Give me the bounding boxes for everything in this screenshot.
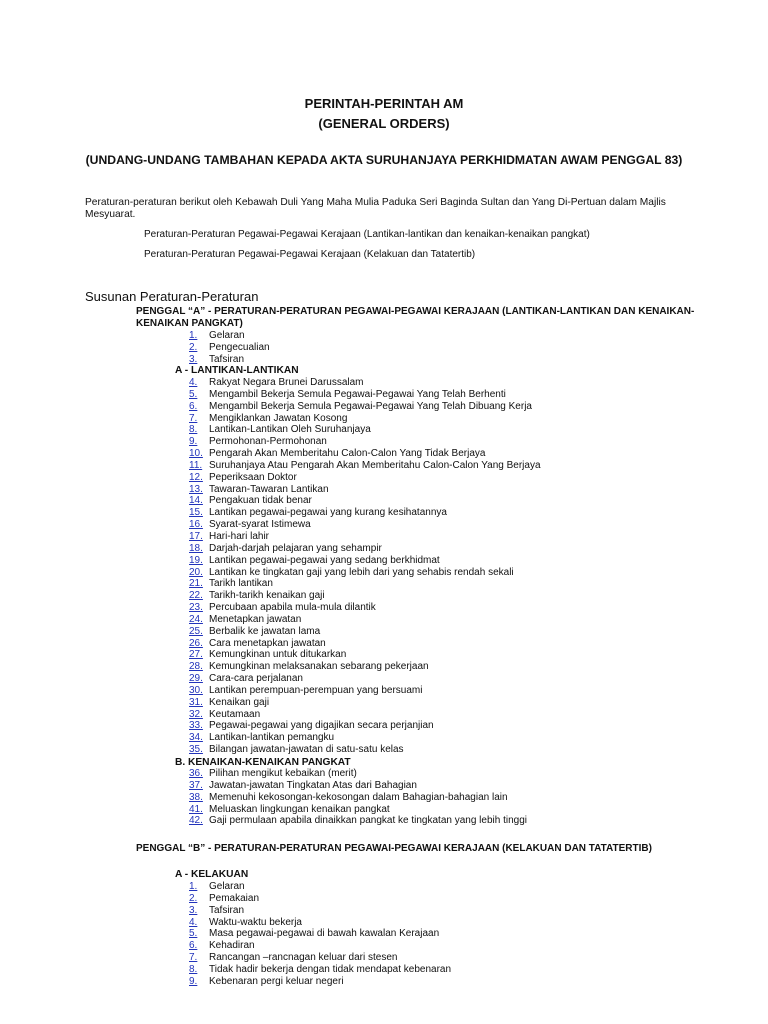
toc-item-title: Menetapkan jawatan: [209, 613, 302, 625]
toc-item-link[interactable]: 37.: [189, 779, 203, 791]
regulation-line-1: Peraturan-Peraturan Pegawai-Pegawai Kerajaan (Lantikan-lantikan dan kenaikan-kenaikan pangkat): [144, 229, 590, 240]
toc-item: [189, 567, 541, 579]
toc-item: [189, 484, 541, 496]
toc-item-title: Gelaran: [209, 330, 245, 341]
toc-item-title: Mengambil Bekerja Semula Pegawai-Pegawai Yang Telah Berhenti: [209, 388, 506, 400]
toc-item-link[interactable]: 5.: [189, 928, 198, 940]
penggal-b-heading: PENGGAL “B” - PERATURAN-PERATURAN PEGAWAI-PEGAWAI KERAJAAN (KELAKUAN DAN TATATERTIB): [136, 843, 652, 854]
toc-item-link[interactable]: 11.: [189, 459, 203, 471]
toc-item: [189, 881, 451, 893]
toc-item-link[interactable]: 9.: [189, 436, 198, 448]
toc-item: [189, 952, 451, 964]
toc-item-link[interactable]: 36.: [189, 768, 203, 779]
intro-paragraph: Peraturan-peraturan berikut oleh Kebawah Duli Yang Maha Mulia Paduka Seri Baginda Sultan dan Yang Di-Pertuan dalam Majlis Mesyuarat.: [85, 197, 666, 220]
toc-item-link[interactable]: 22.: [189, 590, 203, 602]
toc-item-link[interactable]: 10.: [189, 448, 203, 460]
toc-item-title: Jawatan-jawatan Tingkatan Atas dari Bahagian: [209, 779, 417, 791]
toc-item: [189, 893, 451, 905]
toc-item-title: Kebenaran pergi keluar negeri: [209, 975, 344, 987]
toc-item-link[interactable]: 31.: [189, 696, 203, 708]
toc-item-link[interactable]: 5.: [189, 388, 198, 400]
toc-item-title: Lantikan-lantikan pemangku: [209, 732, 335, 744]
toc-item-link[interactable]: 33.: [189, 720, 203, 732]
toc-item-title: Memenuhi kekosongan-kekosongan dalam Bahagian-bahagian lain: [209, 791, 508, 803]
toc-item-title: Meluaskan lingkungan kenaikan pangkat: [209, 803, 390, 815]
toc-item: [189, 602, 541, 614]
toc-item-title: Tafsiran: [209, 353, 245, 365]
section-a-lantikan-heading: A - LANTIKAN-LANTIKAN: [175, 365, 299, 376]
toc-item: [189, 661, 541, 673]
toc-item-title: Lantikan perempuan-perempuan yang bersuami: [209, 684, 423, 696]
toc-item-title: Gelaran: [209, 881, 245, 892]
toc-item-link[interactable]: 19.: [189, 554, 203, 566]
toc-item-title: Waktu-waktu bekerja: [209, 916, 302, 928]
toc-item: [189, 614, 541, 626]
toc-item-link[interactable]: 4.: [189, 377, 198, 388]
toc-item-link[interactable]: 20.: [189, 566, 203, 578]
toc-item-title: Darjah-darjah pelajaran yang sehampir: [209, 542, 382, 554]
toc-item-title: Tarikh-tarikh kenaikan gaji: [209, 590, 325, 602]
toc-item: [189, 590, 541, 602]
toc-item: [189, 792, 527, 804]
toc-item-link[interactable]: 21.: [189, 578, 203, 590]
toc-item-link[interactable]: 38.: [189, 791, 203, 803]
toc-item: [189, 732, 541, 744]
toc-item: [189, 413, 541, 425]
toc-item-link[interactable]: 6.: [189, 400, 198, 412]
toc-item-link[interactable]: 24.: [189, 613, 203, 625]
toc-item-title: Lantikan pegawai-pegawai yang kurang kesihatannya: [209, 507, 447, 519]
toc-item: [189, 495, 541, 507]
toc-item-link[interactable]: 26.: [189, 637, 203, 649]
toc-item-title: Tafsiran: [209, 904, 245, 916]
toc-item-title: Suruhanjaya Atau Pengarah Akan Memberitahu Calon-Calon Yang Berjaya: [209, 459, 541, 471]
toc-item-title: Cara-cara perjalanan: [209, 673, 303, 685]
toc-item-link[interactable]: 14.: [189, 495, 203, 507]
toc-item-title: Rancangan –rancnagan keluar dari stesen: [209, 952, 398, 964]
toc-item: [189, 436, 541, 448]
kelakuan-list: [189, 881, 451, 988]
toc-item-title: Syarat-syarat Istimewa: [209, 519, 311, 531]
doc-act-reference: (UNDANG-UNDANG TAMBAHAN KEPADA AKTA SURUHANJAYA PERKHIDMATAN AWAM PENGGAL 83): [85, 153, 683, 167]
toc-item: [189, 531, 541, 543]
toc-item-title: Masa pegawai-pegawai di bawah kawalan Kerajaan: [209, 928, 440, 940]
toc-item-title: Keutamaan: [209, 708, 261, 720]
toc-item-link[interactable]: 8.: [189, 424, 198, 436]
toc-item: [189, 342, 270, 354]
toc-item: [189, 964, 451, 976]
toc-item: [189, 448, 541, 460]
penggal-a-heading: PENGGAL “A” - PERATURAN-PERATURAN PEGAWAI-PEGAWAI KERAJAAN (LANTIKAN-LANTIKAN DAN KENAIKAN-KENAIKAN PANGKAT): [136, 306, 695, 329]
toc-item-title: Hari-hari lahir: [209, 530, 270, 542]
toc-item-link[interactable]: 27.: [189, 649, 203, 661]
toc-item: [189, 649, 541, 661]
section-a-kelakuan-heading: A - KELAKUAN: [175, 869, 249, 880]
toc-item: [189, 519, 541, 531]
section-heading-susunan: Susunan Peraturan-Peraturan: [85, 289, 259, 304]
toc-item: [189, 377, 541, 389]
toc-item-link[interactable]: 3.: [189, 353, 198, 365]
toc-item: [189, 555, 541, 567]
doc-subtitle: (GENERAL ORDERS): [318, 116, 450, 131]
toc-item-title: Peperiksaan Doktor: [209, 471, 297, 483]
toc-item-title: Tidak hadir bekerja dengan tidak mendapat kebenaran: [209, 963, 452, 975]
toc-item-title: Cara menetapkan jawatan: [209, 637, 326, 649]
toc-item-link[interactable]: 3.: [189, 904, 198, 916]
toc-item: [189, 976, 451, 988]
toc-item: [189, 578, 541, 590]
toc-item: [189, 460, 541, 472]
toc-item: [189, 638, 541, 650]
toc-item: [189, 940, 451, 952]
toc-item-title: Lantikan pegawai-pegawai yang sedang berkhidmat: [209, 554, 440, 566]
toc-item-link[interactable]: 2.: [189, 341, 198, 353]
toc-item: [189, 928, 451, 940]
toc-item-title: Rakyat Negara Brunei Darussalam: [209, 377, 364, 388]
toc-item-link[interactable]: 1.: [189, 330, 198, 341]
toc-item-link[interactable]: 7.: [189, 952, 198, 964]
toc-item-title: Kenaikan gaji: [209, 696, 270, 708]
toc-item: [189, 744, 541, 756]
toc-item: [189, 768, 527, 780]
toc-item: [189, 673, 541, 685]
toc-item: [189, 401, 541, 413]
toc-item-link[interactable]: 16.: [189, 519, 203, 531]
toc-item-title: Berbalik ke jawatan lama: [209, 625, 321, 637]
toc-item-title: Bilangan jawatan-jawatan di satu-satu kelas: [209, 744, 404, 756]
toc-item: [189, 354, 270, 366]
toc-item: [189, 472, 541, 484]
toc-item: [189, 389, 541, 401]
toc-item-title: Tarikh lantikan: [209, 578, 273, 590]
lantikan-list: [189, 377, 541, 756]
toc-item-link[interactable]: 23.: [189, 602, 203, 614]
toc-item-title: Mengambil Bekerja Semula Pegawai-Pegawai Yang Telah Dibuang Kerja: [209, 400, 532, 412]
toc-item: [189, 780, 527, 792]
toc-item-title: Kehadiran: [209, 940, 255, 952]
toc-item: [189, 815, 527, 827]
toc-item-link[interactable]: 28.: [189, 661, 203, 673]
toc-item-link[interactable]: 25.: [189, 625, 203, 637]
toc-item: [189, 697, 541, 709]
toc-item: [189, 685, 541, 697]
toc-item-link[interactable]: 30.: [189, 684, 203, 696]
toc-item-title: Lantikan-Lantikan Oleh Suruhanjaya: [209, 424, 371, 436]
section-b-kenaikan-heading: B. KENAIKAN-KENAIKAN PANGKAT: [175, 757, 351, 768]
kenaikan-list: [189, 768, 527, 827]
toc-item-title: Gaji permulaan apabila dinaikkan pangkat ke tingkatan yang lebih tinggi: [209, 815, 527, 827]
doc-title: PERINTAH-PERINTAH AM: [304, 96, 464, 111]
toc-item-title: Pengecualian: [209, 341, 270, 353]
toc-item: [189, 626, 541, 638]
toc-item-link[interactable]: 34.: [189, 732, 203, 744]
toc-item-title: Tawaran-Tawaran Lantikan: [209, 483, 329, 495]
toc-item-link[interactable]: 6.: [189, 940, 198, 952]
toc-item-link[interactable]: 18.: [189, 542, 203, 554]
toc-item-link[interactable]: 29.: [189, 673, 203, 685]
toc-item-title: Mengiklankan Jawatan Kosong: [209, 412, 348, 424]
toc-item-link[interactable]: 2.: [189, 892, 198, 904]
toc-item-title: Pengarah Akan Memberitahu Calon-Calon Yang Tidak Berjaya: [209, 448, 486, 460]
toc-item: [189, 720, 541, 732]
toc-item-link[interactable]: 4.: [189, 916, 198, 928]
toc-item-link[interactable]: 35.: [189, 744, 203, 756]
toc-item-title: Pengakuan tidak benar: [209, 495, 312, 507]
penggal-a-intro-list: [189, 330, 270, 366]
toc-item: [189, 905, 451, 917]
toc-item-title: Pegawai-pegawai yang digajikan secara perjanjian: [209, 720, 434, 732]
toc-item: [189, 507, 541, 519]
toc-item-title: Permohonan-Permohonan: [209, 436, 327, 448]
toc-item-link[interactable]: 15.: [189, 507, 203, 519]
toc-item-title: Kemungkinan melaksanakan sebarang pekerjaan: [209, 661, 429, 673]
toc-item-link[interactable]: 32.: [189, 708, 203, 720]
toc-item: [189, 709, 541, 721]
regulation-line-2: Peraturan-Peraturan Pegawai-Pegawai Kerajaan (Kelakuan dan Tatatertib): [144, 249, 476, 260]
toc-item: [189, 330, 270, 342]
toc-item-title: Lantikan ke tingkatan gaji yang lebih dari yang sehabis rendah sekali: [209, 566, 514, 578]
toc-item-link[interactable]: 42.: [189, 815, 203, 827]
toc-item: [189, 917, 451, 929]
toc-item-link[interactable]: 13.: [189, 483, 203, 495]
toc-item-link[interactable]: 41.: [189, 803, 203, 815]
toc-item: [189, 424, 541, 436]
toc-item-title: Percubaan apabila mula-mula dilantik: [209, 602, 376, 614]
toc-item-title: Pemakaian: [209, 892, 260, 904]
toc-item-link[interactable]: 9.: [189, 975, 198, 987]
toc-item: [189, 804, 527, 816]
toc-item-title: Pilihan mengikut kebaikan (merit): [209, 768, 357, 779]
toc-item-link[interactable]: 8.: [189, 963, 198, 975]
toc-item-link[interactable]: 7.: [189, 412, 198, 424]
toc-item-link[interactable]: 17.: [189, 530, 203, 542]
toc-item-link[interactable]: 12.: [189, 471, 203, 483]
toc-item-title: Kemungkinan untuk ditukarkan: [209, 649, 347, 661]
toc-item-link[interactable]: 1.: [189, 881, 198, 892]
toc-item: [189, 543, 541, 555]
